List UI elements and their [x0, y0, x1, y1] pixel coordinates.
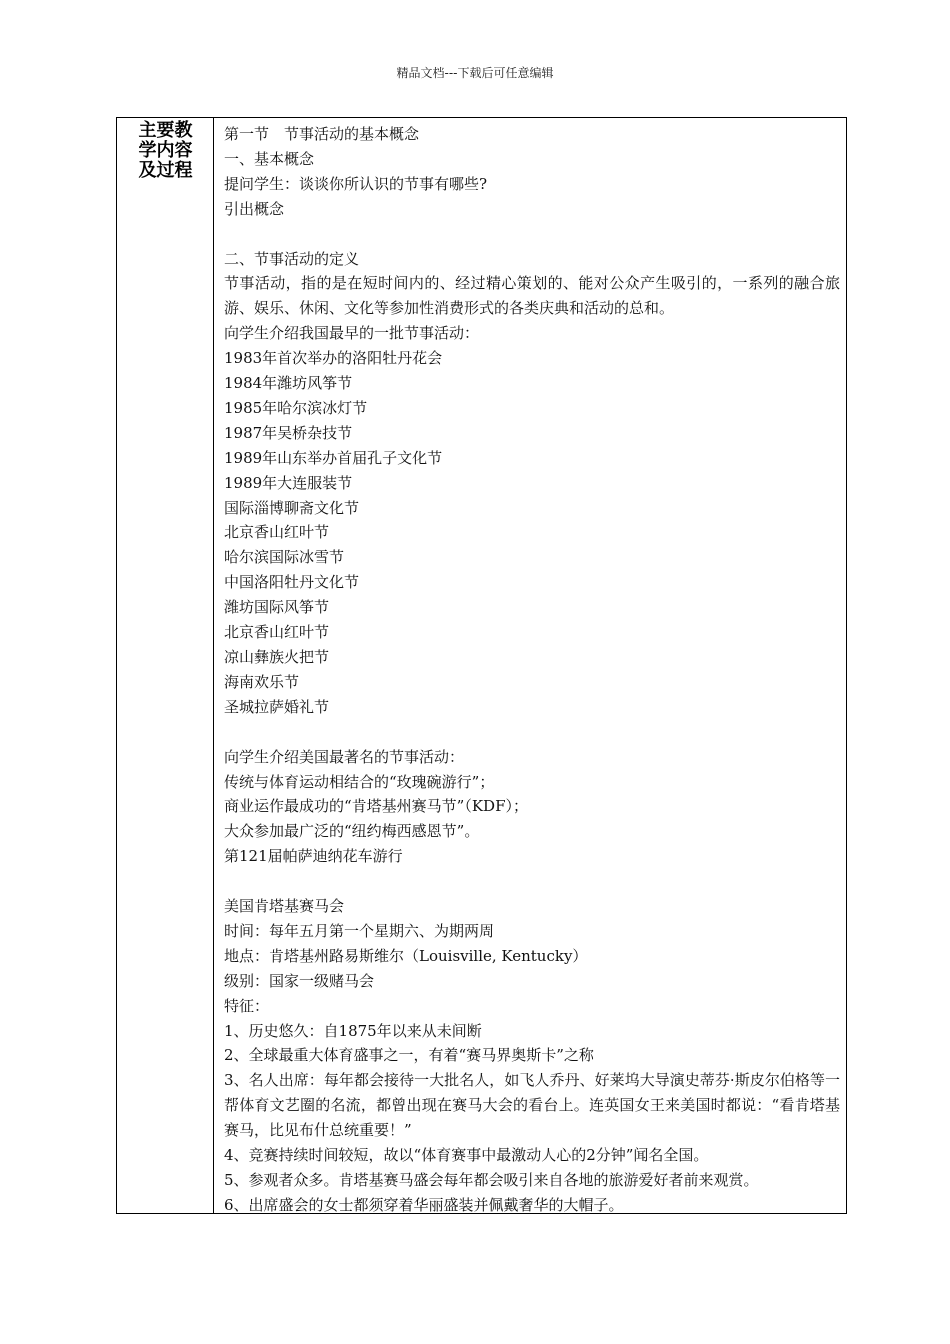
list-item: 1987年吴桥杂技节	[224, 423, 353, 442]
list-item: 北京香山红叶节	[224, 623, 330, 642]
list-item: 中国洛阳牡丹文化节	[224, 573, 360, 592]
text-line: 时间：每年五月第一个星期六、为期两周	[224, 921, 495, 940]
definition-paragraph: 节事活动，指的是在短时间内的、经过精心策划的、能对公众产生吸引的，一系列的融合旅游、娱乐、休闲、文化等参加性消费形式的各类庆典和活动的总和。	[224, 274, 840, 318]
list-item: 1984年潍坊风筝节	[224, 374, 353, 393]
text-line: 提问学生：谈谈你所认识的节事有哪些?	[224, 174, 488, 193]
list-item: 商业运作最成功的“肯塔基州赛马节”（KDF）；	[224, 797, 528, 816]
list-item: 1989年大连服装节	[224, 473, 353, 492]
list-item: 传统与体育运动相结合的“玫瑰碗游行”；	[224, 772, 495, 791]
blank-line	[224, 222, 840, 247]
list-item: 4、竞赛持续时间较短，故以“体育赛事中最激动人心的2分钟”闻名全国。	[224, 1146, 709, 1165]
left-column	[117, 118, 214, 1213]
list-item: 1、历史悠久：自1875年以来从未间断	[224, 1021, 482, 1040]
list-item: 3、名人出席：每年都会接待一大批名人，如飞人乔丹、好莱坞大导演史蒂芬·斯皮尔伯格等一帮体育文艺圈的名流，都曾出现在赛马大会的看台上。连英国女王来美国时都说：“看肯塔基赛马，比见布什总统重要！”	[224, 1071, 840, 1140]
text-line: 级别：国家一级赌马会	[224, 971, 375, 990]
list-item: 6、出席盛会的女士都须穿着华丽盛装并佩戴奢华的大帽子。	[224, 1195, 624, 1214]
row-label-line: 学内容	[138, 140, 193, 161]
list-item: 凉山彝族火把节	[224, 648, 330, 667]
text-line: 地点：肯塔基州路易斯维尔（Louisville, Kentucky）	[224, 946, 588, 965]
page-header: 精品文档---下载后可任意编辑	[396, 66, 554, 80]
list-item: 5、参观者众多。肯塔基赛马盛会每年都会吸引来自各地的旅游爱好者前来观赏。	[224, 1171, 759, 1190]
list-item: 北京香山红叶节	[224, 523, 330, 542]
text-line: 引出概念	[224, 199, 285, 218]
subheading: 二、节事活动的定义	[224, 249, 360, 268]
row-label-line: 主要教	[138, 120, 193, 141]
row-label	[117, 121, 214, 181]
section-title: 第一节 节事活动的基本概念	[224, 125, 420, 143]
text-line: 向学生介绍我国最早的一批节事活动：	[224, 324, 480, 343]
list-item: 海南欢乐节	[224, 672, 300, 691]
lesson-content	[224, 122, 840, 1218]
lesson-table	[116, 117, 847, 1214]
list-item: 1985年哈尔滨冰灯节	[224, 398, 368, 417]
list-item: 圣城拉萨婚礼节	[224, 697, 330, 716]
list-item: 国际淄博聊斋文化节	[224, 498, 360, 517]
row-label-line: 及过程	[138, 160, 193, 181]
text-line: 特征：	[224, 996, 270, 1015]
blank-line	[224, 869, 840, 894]
text-line: 向学生介绍美国最著名的节事活动：	[224, 747, 465, 766]
list-item: 第121届帕萨迪纳花车游行	[224, 847, 403, 866]
list-item: 大众参加最广泛的“纽约梅西感恩节”。	[224, 822, 480, 841]
list-item: 1983年首次举办的洛阳牡丹花会	[224, 349, 443, 368]
blank-line	[224, 720, 840, 745]
list-item: 2、全球最重大体育盛事之一，有着“赛马界奥斯卡”之称	[224, 1046, 594, 1065]
list-item: 1989年山东举办首届孔子文化节	[224, 448, 443, 467]
list-item: 潍坊国际风筝节	[224, 598, 330, 617]
subheading: 美国肯塔基赛马会	[224, 897, 345, 916]
subheading: 一、基本概念	[224, 149, 315, 168]
list-item: 哈尔滨国际冰雪节	[224, 548, 345, 567]
